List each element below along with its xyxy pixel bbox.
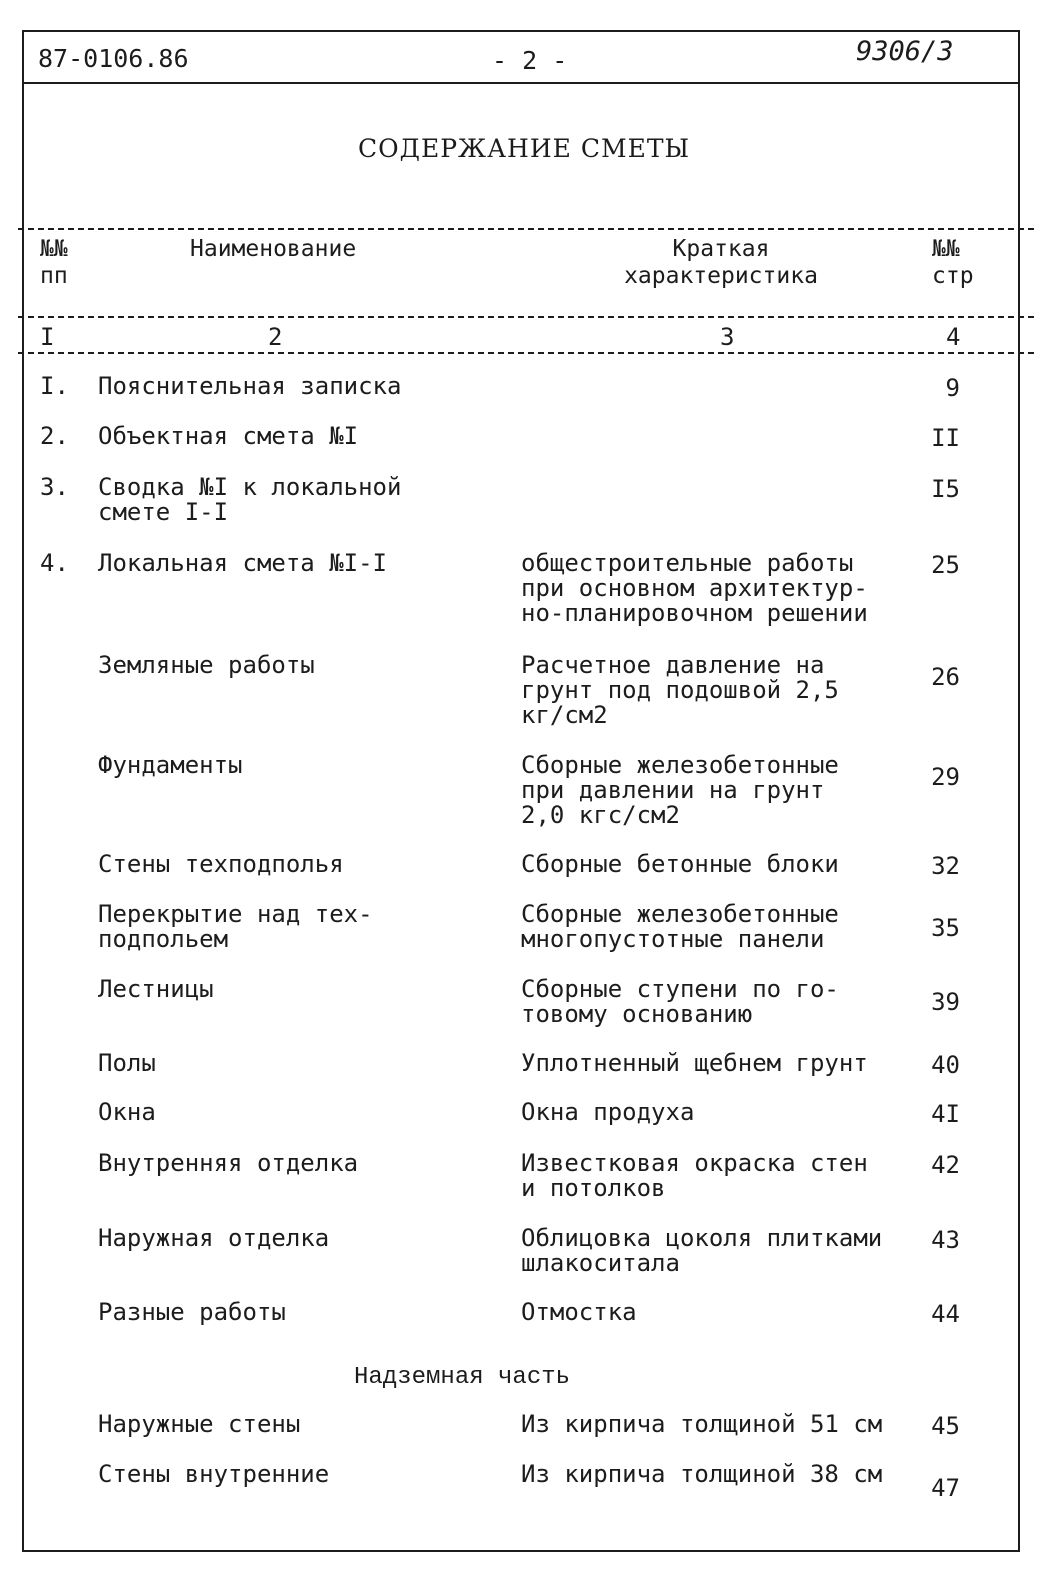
row-description: Отмостка (521, 1298, 637, 1326)
row-page-number: 47 (931, 1474, 960, 1502)
numbers-bottom-rule (18, 352, 1034, 354)
row-name: Наружная отделка (98, 1224, 330, 1252)
row-number: I. (40, 372, 69, 400)
col-number-1: I (40, 323, 55, 351)
row-page-number: 40 (931, 1051, 960, 1079)
col-desc-header (614, 236, 828, 290)
row-page-number: 39 (931, 988, 960, 1016)
row-page-number: 9 (945, 374, 960, 402)
table-top-rule (18, 228, 1034, 230)
row-description: Из кирпича толщиной 38 см (521, 1460, 883, 1488)
row-name: Лестницы (98, 975, 214, 1003)
row-name: Внутренняя отделка (98, 1149, 359, 1177)
row-description: Известковая окраска стен и потолков (521, 1149, 868, 1202)
col-num-header (40, 236, 68, 290)
row-name: Объектная смета №I (98, 422, 359, 450)
col-number-2: 2 (268, 323, 283, 351)
col-name-header: Наименование (190, 236, 357, 262)
col-number-4: 4 (946, 323, 961, 351)
col-number-3: 3 (720, 323, 735, 351)
row-name: Земляные работы (98, 651, 315, 679)
header-divider (24, 82, 1018, 84)
row-name: Стены внутренние (98, 1460, 330, 1488)
row-description: Сборные железобетонные при давлении на грунт 2,0 кгс/см2 (521, 751, 839, 829)
row-description: Сборные железобетонные многопустотные панели (521, 900, 839, 953)
col-num-label-1: №№ (40, 236, 68, 262)
row-description: Расчетное давление на грунт под подошвой 2,5 кг/см2 (521, 651, 839, 729)
page-title: СОДЕРЖАНИЕ СМЕТЫ (358, 134, 691, 163)
row-description: Сборные бетонные блоки (521, 850, 839, 878)
row-page-number: 35 (931, 914, 960, 942)
row-page-number: 32 (931, 852, 960, 880)
section-heading: Надземная часть (354, 1364, 571, 1391)
row-page-number: I5 (931, 475, 960, 503)
col-desc-label-2: характеристика (624, 263, 818, 289)
row-name: Сводка №I к локальной смете I-I (98, 473, 402, 526)
row-number: 4. (40, 549, 69, 577)
row-page-number: 29 (931, 763, 960, 791)
row-description: Уплотненный щебнем грунт (521, 1049, 868, 1077)
row-number: 2. (40, 422, 69, 450)
row-name: Окна (98, 1098, 156, 1126)
col-page-label-2: стр (932, 263, 974, 289)
row-name: Пояснительная записка (98, 372, 402, 400)
row-name: Полы (98, 1049, 156, 1077)
row-number: 3. (40, 473, 69, 501)
col-desc-label-1: Краткая (672, 236, 770, 262)
row-description: Сборные ступени по го- товому основанию (521, 975, 839, 1028)
row-page-number: 45 (931, 1412, 960, 1440)
row-name: Перекрытие над тех- подпольем (98, 900, 373, 953)
row-description: общестроительные работы при основном архитектур- но-планировочном решении (521, 549, 868, 627)
row-page-number: 44 (931, 1300, 960, 1328)
row-page-number: 25 (931, 551, 960, 579)
row-name: Разные работы (98, 1298, 286, 1326)
col-page-header (932, 236, 974, 290)
row-page-number: 43 (931, 1226, 960, 1254)
row-name: Наружные стены (98, 1410, 301, 1438)
row-page-number: II (931, 424, 960, 452)
row-page-number: 26 (931, 663, 960, 691)
document-code: 87-0106.86 (38, 44, 189, 73)
sheet-number: 9306/3 (856, 36, 954, 67)
header-bottom-rule (18, 316, 1034, 318)
row-name: Стены техподполья (98, 850, 344, 878)
row-name: Фундаменты (98, 751, 243, 779)
col-page-label-1: №№ (932, 236, 960, 262)
row-description: Облицовка цоколя плитками шлакоситала (521, 1224, 883, 1277)
page-marker: - 2 - (492, 46, 568, 75)
row-name: Локальная смета №I-I (98, 549, 387, 577)
col-num-label-2: пп (40, 263, 68, 289)
row-page-number: 4I (931, 1100, 960, 1128)
row-description: Из кирпича толщиной 51 см (521, 1410, 883, 1438)
row-description: Окна продуха (521, 1098, 695, 1126)
row-page-number: 42 (931, 1151, 960, 1179)
